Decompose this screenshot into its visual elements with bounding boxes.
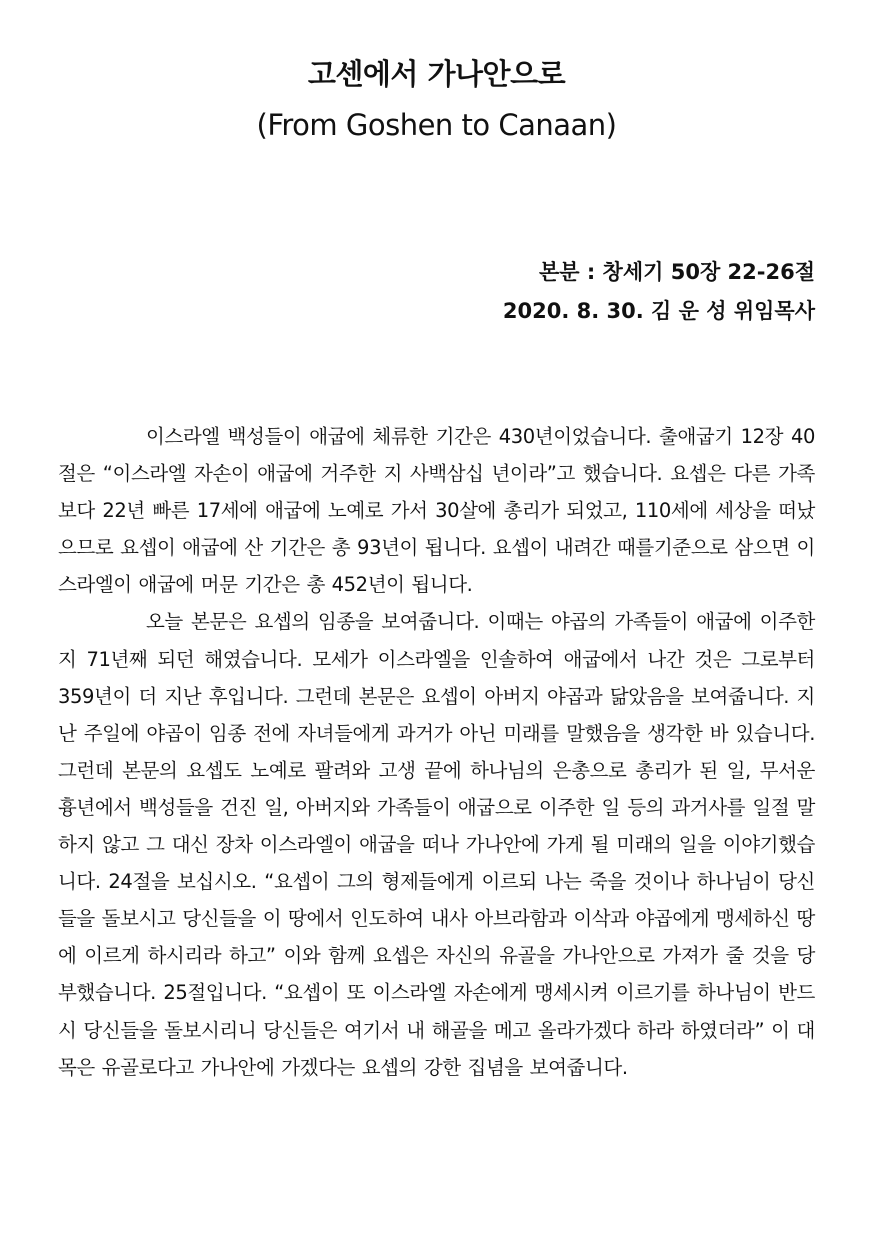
paragraph: 오늘 본문은 요셉의 임종을 보여줍니다. 이때는 야곱의 가족들이 애굽에 이주한 지 71년째 되던 해였습니다. 모세가 이스라엘을 인솔하여 애굽에서 나간 것은 그로부터 359년이 더 지난 후입니다. 그런데 본문은 요셉이 아버지 야곱과 닮았음을 보여줍니다. 지난 주일에 야곱이 임종 전에 자녀들에게 과거가 아닌 미래를 말했음을 생각한 바 있습니다. 그런데 본문의 요셉도 노예로 팔려와 고생 끝에 하나님의 은총으로 총리가 된 일, 무서운 흉년에서 백성들을 건진 일, 아버지와 가족들이 애굽으로 이주한 일 등의 과거사를 일절 말하지 않고 그 대신 장차 이스라엘이 애굽을 떠나 가나안에 가게 될 미래의 일을 이야기했습니다. 24절을 보십시오. “요셉이 그의 형제들에게 이르되 나는 죽을 것이나 하나님이 당신들을 돌보시고 당신들을 이 땅에서 인도하여 내사 아브라함과 이삭과 야곱에게 맹세하신 땅에 이르게 하시리라 하고” 이와 함께 요셉은 자신의 유골을 가나안으로 가져가 줄 것을 당부했습니다. 25절입니다. “요셉이 또 이스라엘 자손에게 맹세시켜 이르기를 하나님이 반드시 당신들을 돌보시리니 당신들은 여기서 내 해골을 메고 올라가겠다 하라 하였더라” 이 대목은 유골로다고 가나안에 가겠다는 요셉의 강한 집념을 보여줍니다. xyxy=(58,610,815,1079)
date-author-line: 2020. 8. 30. 김 운 성 위임목사 xyxy=(502,299,815,323)
sermon-body xyxy=(58,418,815,1086)
scripture-reference: 본분 : 창세기 50장 22-26절 xyxy=(538,260,815,284)
document-subtitle: (From Goshen to Canaan) xyxy=(256,108,617,142)
paragraph: 이스라엘 백성들이 애굽에 체류한 기간은 430년이었습니다. 출애굽기 12장 40절은 “이스라엘 자손이 애굽에 거주한 지 사백삼십 년이라”고 했습니다. 요셉은 다른 가족보다 22년 빠른 17세에 애굽에 노예로 가서 30살에 총리가 되었고, 110세에 세상을 떠났으므로 요셉이 애굽에 산 기간은 총 93년이 됩니다. 요셉이 내려간 때를기준으로 삼으면 이스라엘이 애굽에 머문 기간은 총 452년이 됩니다. xyxy=(58,425,815,597)
document-title: 고센에서 가나안으로 xyxy=(307,57,566,91)
